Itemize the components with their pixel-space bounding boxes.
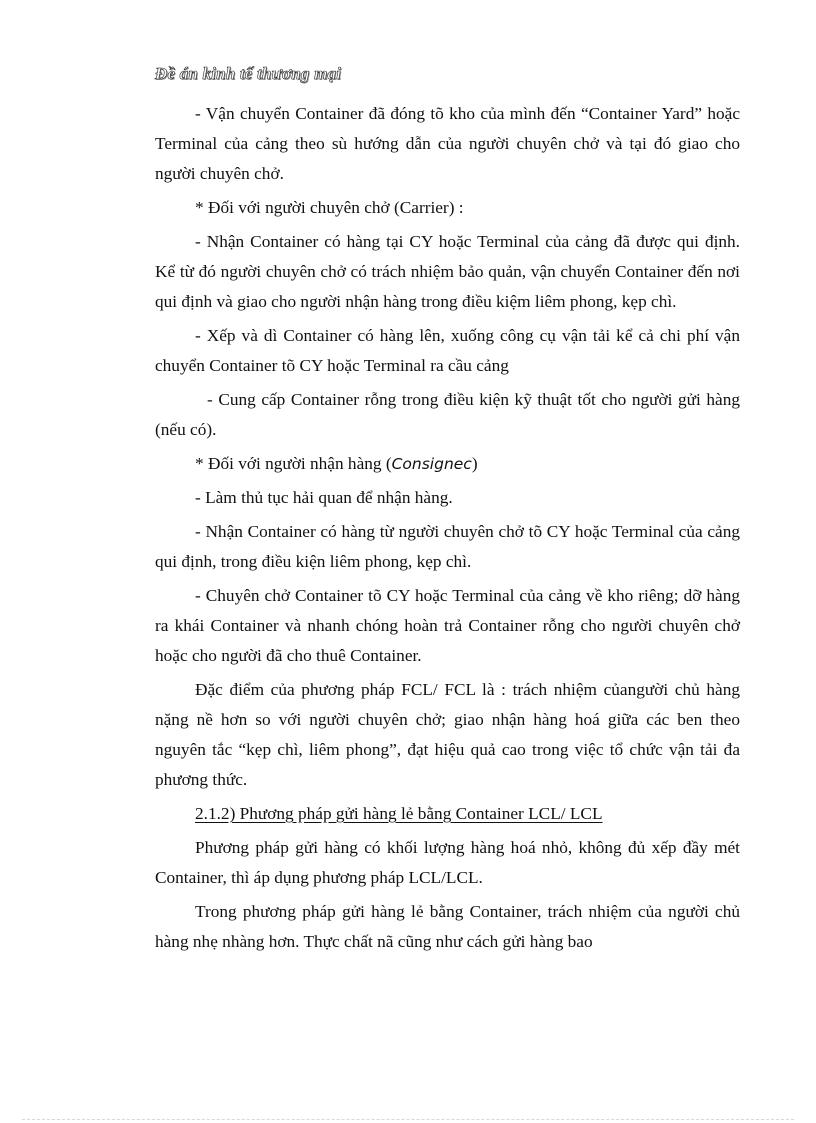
paragraph-lcl-responsibility: Trong phương pháp gửi hàng lẻ bằng Container, trách nhiệm của người chủ hàng nhẹ nhàng hơn. Thực chất nã cũng như cách gửi hàng bao (155, 902, 740, 951)
paragraph-shipper-transport: - Vận chuyển Container đã đóng tõ kho của mình đến “Container Yard” hoặc Terminal của cảng theo sù hướng dẫn của người chuyên chở và tại đó giao cho người chuyên chở. (155, 104, 740, 183)
consignee-heading-suffix: ) (471, 454, 478, 473)
section-heading-lcl (155, 799, 740, 829)
paragraph-consignee-transport: - Chuyên chở Container tõ CY hoặc Terminal của cảng về kho riêng; dỡ hàng ra khái Container và nhanh chóng hoàn trả Container rỗng cho người chuyên chở hoặc cho người đã cho thuê Container. (155, 586, 740, 665)
paragraph-consignee-customs: - Làm thủ tục hải quan để nhận hàng. (195, 488, 453, 507)
paragraph-consignee-heading (155, 449, 740, 479)
paragraph-consignee-receive: - Nhận Container có hàng từ người chuyên chở tõ CY hoặc Terminal của cảng qui định, trong điều kiện liêm phong, kẹp chì. (155, 522, 740, 571)
paragraph-carrier-heading: * Đối với người chuyên chở (Carrier) : (195, 198, 464, 217)
consignee-heading-prefix: * Đối với người nhận hàng ( (195, 454, 392, 473)
paragraph-lcl-definition: Phương pháp gửi hàng có khối lượng hàng hoá nhỏ, không đủ xếp đầy mét Container, thì áp dụng phương pháp LCL/LCL. (155, 838, 740, 887)
paragraph-carrier-empty-container: - Cung cấp Container rỗng trong điều kiện kỹ thuật tốt cho người gửi hàng (nếu có). (155, 390, 740, 439)
paragraph-fcl-characteristics: Đặc điểm của phương pháp FCL/ FCL là : trách nhiệm củangười chủ hàng nặng nề hơn so với người chuyên chở; giao nhận hàng hoá giữa các ben theo nguyên tắc “kẹp chì, liêm phong”, đạt hiệu quả cao trong việc tổ chức vận tải đa phương thức. (155, 680, 740, 789)
paragraph-carrier-loading: - Xếp và dì Container có hàng lên, xuống công cụ vận tải kể cả chi phí vận chuyển Container tõ CY hoặc Terminal ra cầu cảng (155, 326, 740, 375)
page-header-title: Đề án kinh tế thương mại (155, 64, 342, 83)
document-body (155, 99, 740, 961)
footer-divider (22, 1119, 794, 1120)
consignee-term: Consignec (391, 455, 472, 473)
section-heading-lcl-text: 2.1.2) Phương pháp gửi hàng lẻ bằng Container LCL/ LCL (195, 804, 603, 823)
paragraph-carrier-receive: - Nhận Container có hàng tại CY hoặc Terminal của cảng đã được qui định. Kể từ đó người chuyên chở có trách nhiệm bảo quản, vận chuyển Container đến nơi qui định và giao cho người nhận hàng trong điều kiệm liêm phong, kẹp chì. (155, 232, 740, 311)
